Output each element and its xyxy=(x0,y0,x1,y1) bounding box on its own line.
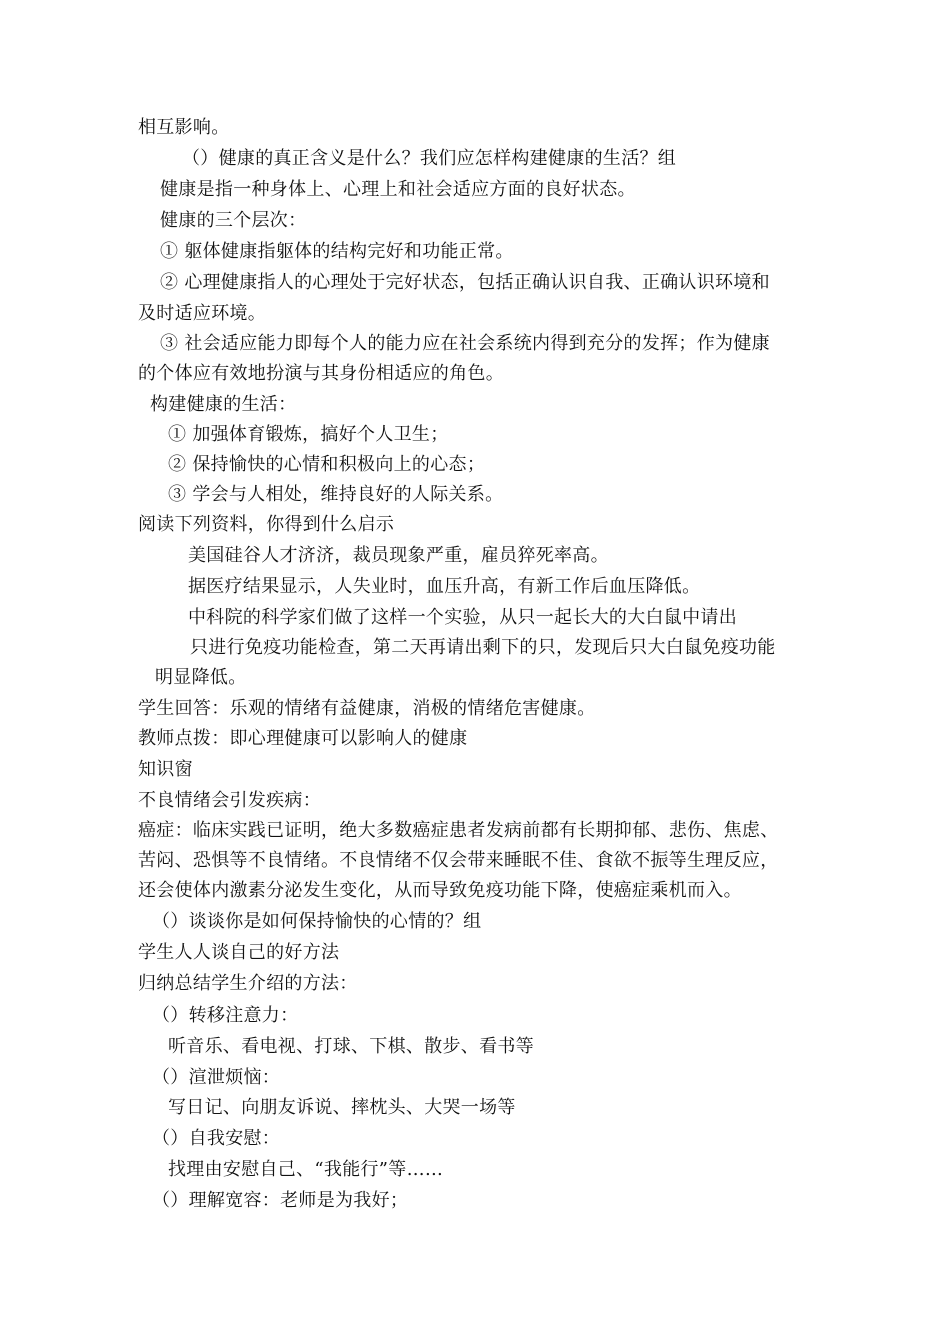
text-line: 还会使体内激素分泌发生变化，从而导致免疫功能下降，使癌症乘机而入。 xyxy=(138,880,742,901)
text-line: 只进行免疫功能检查，第二天再请出剩下的只，发现后只大白鼠免疫功能 xyxy=(190,637,776,658)
text-line: ③ 学会与人相处，维持良好的人际关系。 xyxy=(168,484,504,505)
text-line: 写日记、向朋友诉说、摔枕头、大哭一场等 xyxy=(168,1097,516,1118)
text-line: 健康是指一种身体上、心理上和社会适应方面的良好状态。 xyxy=(160,179,636,200)
text-line: ① 躯体健康指躯体的结构完好和功能正常。 xyxy=(160,241,514,262)
text-line: （）渲泄烦恼： xyxy=(152,1067,281,1088)
text-line: 学生回答：乐观的情绪有益健康，消极的情绪危害健康。 xyxy=(138,698,596,719)
text-line: 听音乐、看电视、打球、下棋、散步、看书等 xyxy=(168,1036,534,1057)
text-line: 知识窗 xyxy=(138,759,193,780)
text-line: ② 心理健康指人的心理处于完好状态，包括正确认识自我、正确认识环境和 xyxy=(160,272,770,293)
text-line: 的个体应有效地扮演与其身份相适应的角色。 xyxy=(138,363,504,384)
text-line: ② 保持愉快的心情和积极向上的心态； xyxy=(168,454,486,475)
text-line: 癌症：临床实践已证明，绝大多数癌症患者发病前都有长期抑郁、悲伤、焦虑、 xyxy=(138,820,779,841)
text-line: 阅读下列资料，你得到什么启示 xyxy=(138,514,395,535)
text-line: 苦闷、恐惧等不良情绪。不良情绪不仅会带来睡眠不佳、食欲不振等生理反应， xyxy=(138,850,779,871)
text-line: 不良情绪会引发疾病： xyxy=(138,790,321,811)
text-line: （）转移注意力： xyxy=(152,1005,299,1026)
text-line: ③ 社会适应能力即每个人的能力应在社会系统内得到充分的发挥；作为健康 xyxy=(160,333,770,354)
text-line: 学生人人谈自己的好方法 xyxy=(138,942,340,963)
text-line: （）理解宽容：老师是为我好； xyxy=(152,1190,409,1211)
text-line: 美国硅谷人才济济，裁员现象严重，雇员猝死率高。 xyxy=(188,545,609,566)
text-line: （）健康的真正含义是什么？我们应怎样构建健康的生活？组 xyxy=(182,148,677,169)
text-line: 据医疗结果显示，人失业时，血压升高，有新工作后血压降低。 xyxy=(188,576,701,597)
text-line: （）谈谈你是如何保持愉快的心情的？组 xyxy=(152,911,482,932)
text-line: 中科院的科学家们做了这样一个实验，从只一起长大的大白鼠中请出 xyxy=(188,607,737,628)
text-line: ① 加强体育锻炼，搞好个人卫生； xyxy=(168,424,449,445)
text-line: （）自我安慰： xyxy=(152,1128,281,1149)
text-line: 健康的三个层次： xyxy=(160,210,307,231)
text-line: 构建健康的生活： xyxy=(150,394,297,415)
text-line: 教师点拨：即心理健康可以影响人的健康 xyxy=(138,728,468,749)
text-line: 明显降低。 xyxy=(155,667,247,688)
text-line: 归纳总结学生介绍的方法： xyxy=(138,973,358,994)
text-line: 找理由安慰自己、“我能行”等…… xyxy=(168,1159,444,1180)
text-line: 相互影响。 xyxy=(138,117,230,138)
text-line: 及时适应环境。 xyxy=(138,303,267,324)
